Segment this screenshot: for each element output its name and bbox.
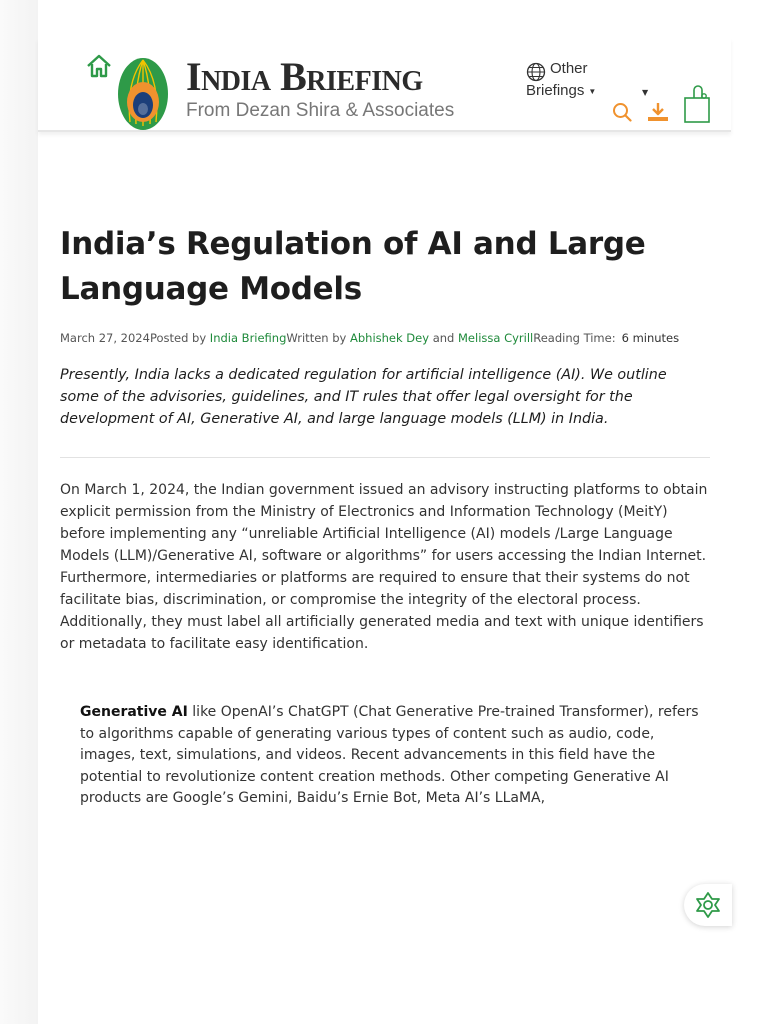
and-label: and bbox=[432, 331, 455, 345]
page-gutter bbox=[0, 0, 38, 1024]
reading-time-label: Reading Time: bbox=[533, 331, 616, 345]
info-box-text: like OpenAI’s ChatGPT (Chat Generative Pre-trained Transformer), refers to algorithms capable of generating various types of content such as audio, code, images, text, simulations, and videos. Recent advancements in this field have the potential to revolutionize content creation methods. Other competing Generative AI products are Google’s Gemini, Baidu’s Ernie Bot, Meta AI’s LLaMA, bbox=[80, 704, 699, 807]
other-briefings-label-1: Other bbox=[550, 60, 588, 77]
author-link-1[interactable]: Abhishek Dey bbox=[349, 331, 430, 345]
site-header bbox=[38, 38, 731, 132]
author-link-2[interactable]: Melissa Cyrill bbox=[458, 331, 534, 345]
info-box-term: Generative AI bbox=[80, 704, 188, 720]
divider bbox=[60, 457, 710, 458]
globe-icon bbox=[526, 62, 546, 82]
brand-subtitle: From Dezan Shira & Associates bbox=[186, 100, 455, 121]
written-by-label: Written by bbox=[286, 331, 347, 345]
posted-by-link[interactable]: India Briefing bbox=[209, 331, 287, 345]
chevron-down-icon[interactable]: ▼ bbox=[642, 88, 649, 97]
article-title: India’s Regulation of AI and Large Language Models bbox=[60, 226, 646, 307]
ai-assistant-icon bbox=[693, 890, 723, 920]
article-meta bbox=[60, 331, 740, 345]
search-icon[interactable] bbox=[612, 102, 632, 122]
logo-emblem[interactable] bbox=[116, 52, 170, 132]
other-briefings-label-2: Briefings ▼ bbox=[526, 82, 597, 99]
article-date: March 27, 2024 bbox=[60, 331, 150, 345]
other-briefings-menu[interactable] bbox=[526, 58, 606, 102]
chevron-down-icon: ▼ bbox=[588, 86, 597, 96]
posted-by-label: Posted by bbox=[149, 331, 207, 345]
download-icon[interactable] bbox=[647, 102, 669, 122]
article-paragraph: On March 1, 2024, the Indian government issued an advisory instructing platforms to obtain explicit permission from the Ministry of Electronics and Information Technology (MeitY) before implementing any “unreliable Artificial Intelligence (AI) models /Large Language Models (LLM)/Generative AI, software or algorithms” for users accessing the Indian Internet. Furthermore, intermediaries or platforms are required to ensure that their systems do not facilitate bias, discrimination, or compromise the integrity of the electoral process. Additionally, they must label all artificially generated media and text with unique identifiers or metadata to facilitate easy identification. bbox=[60, 482, 708, 652]
article-lead: Presently, India lacks a dedicated regulation for artificial intelligence (AI). We outline some of the advisories, guidelines, and IT rules that offer legal oversight for the development of AI, Generative AI, and large language models (LLM) in India. bbox=[60, 367, 667, 427]
ai-assistant-button[interactable] bbox=[684, 884, 732, 926]
home-icon[interactable] bbox=[86, 54, 112, 78]
shopping-bag-icon[interactable] bbox=[682, 82, 714, 124]
info-box-paragraph bbox=[80, 702, 700, 810]
reading-time-value: 6 minutes bbox=[621, 331, 680, 345]
brand[interactable] bbox=[186, 54, 454, 122]
brand-title: India Briefing bbox=[186, 54, 423, 99]
